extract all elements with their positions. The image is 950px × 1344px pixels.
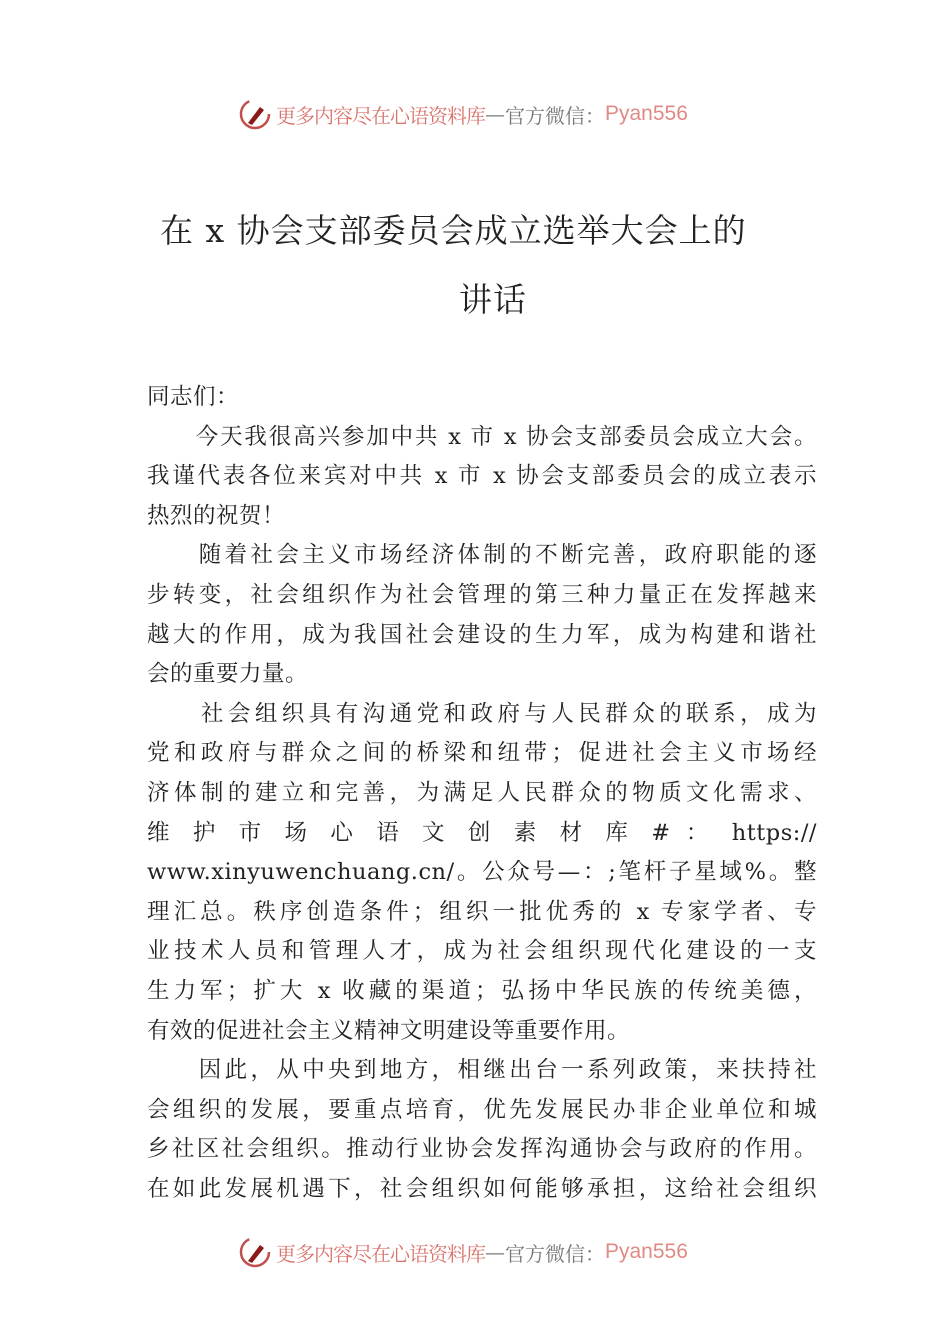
text-line: 我谨代表各位来宾对中共 x 市 x 协会支部委员会的成立表示 xyxy=(147,463,817,490)
text-line: www.xinyuwenchuang.cn/。公众号—：;笔杆子星域%。整 xyxy=(147,859,817,886)
text-line: 因此，从中央到地方，相继出台一系列政策，来扶持社 xyxy=(147,1057,817,1084)
text-line: 今天我很高兴参加中共 x 市 x 协会支部委员会成立大会。 xyxy=(147,423,817,450)
text-line: 社会组织具有沟通党和政府与人民群众的联系，成为 xyxy=(147,700,817,727)
text-line: 有效的促进社会主义精神文明建设等重要作用。 xyxy=(147,1017,631,1044)
text-line: 会组织的发展，要重点培育，优先发展民办非企业单位和城 xyxy=(147,1096,817,1123)
text-line: 理汇总。秩序创造条件；组织一批优秀的 x 专家学者、专 xyxy=(147,898,817,925)
text-line: 在如此发展机遇下，社会组织如何能够承担，这给社会组织 xyxy=(147,1176,817,1202)
text-line: 党和政府与群众之间的桥梁和纽带；促进社会主义市场经 xyxy=(147,740,817,767)
title-line-1: 在 x 协会支部委员会成立选举大会上的 xyxy=(160,211,747,250)
text-line: 同志们： xyxy=(147,384,240,410)
text-line: 业技术人员和管理人才，成为社会组织现代化建设的一支 xyxy=(147,938,817,965)
pen-logo-icon xyxy=(238,97,272,131)
text-line: 随着社会主义市场经济体制的不断完善，政府职能的逐 xyxy=(147,542,817,569)
text-line: 会的重要力量。 xyxy=(147,661,309,688)
pen-logo-icon xyxy=(238,1235,272,1269)
text-line: 生力军；扩大 x 收藏的渠道；弘扬中华民族的传统美德， xyxy=(147,978,817,1004)
text-line: 维 护 市 场 心 语 文 创 素 材 库 # ： https:// xyxy=(147,819,817,846)
text-line: 乡社区社会组织。推动行业协会发挥沟通协会与政府的作用。 xyxy=(147,1136,817,1163)
text-line: 越大的作用，成为我国社会建设的生力军，成为构建和谐社 xyxy=(147,621,817,648)
text-line: 济体制的建立和完善，为满足人民群众的物质文化需求、 xyxy=(147,780,817,806)
text-line: 步转变，社会组织作为社会管理的第三种力量正在发挥越来 xyxy=(147,582,817,608)
header-watermark: 更多内容尽在心语资料库 — 官方微信： Pyan556 xyxy=(238,96,688,132)
footer-watermark: 更多内容尽在心语资料库 — 官方微信： Pyan556 xyxy=(238,1234,688,1270)
text-line: 热烈的祝贺！ xyxy=(147,502,286,529)
title-line-2: 讲话 xyxy=(459,280,527,319)
